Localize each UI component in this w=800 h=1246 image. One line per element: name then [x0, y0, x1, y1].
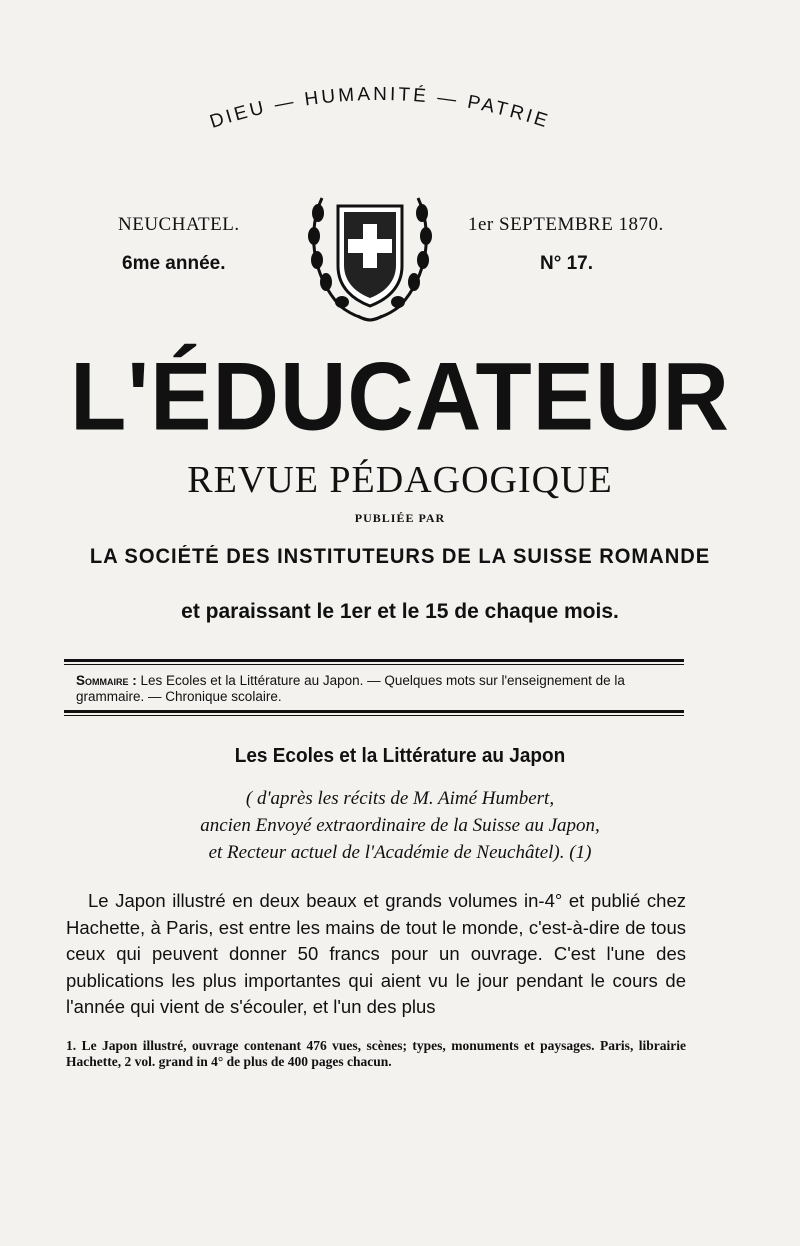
summary-label: Sommaire :: [76, 673, 137, 688]
journal-title: L'ÉDUCATEUR: [70, 343, 730, 451]
svg-text:DIEU — HUMANITÉ — PATRIE: DIEU — HUMANITÉ — PATRIE: [207, 83, 553, 133]
table-of-contents: [76, 673, 686, 705]
article-source-line: ancien Envoyé extraordinaire de la Suisse au Japon,: [200, 815, 600, 836]
article-title: Les Ecoles et la Littérature au Japon: [234, 745, 566, 767]
divider: [64, 710, 684, 713]
published-by: PUBLIÉE PAR: [354, 511, 446, 525]
journal-subtitle: REVUE PÉDAGOGIQUE: [187, 459, 613, 501]
summary-text: Les Ecoles et la Littérature au Japon. — Quelques mots sur l'enseignement de la grammaire. — Chronique scolaire.: [76, 673, 625, 704]
article-source: [60, 785, 740, 866]
divider: [64, 664, 684, 665]
article-paragraph: Le Japon illustré en deux beaux et grands volumes in-4° et publié chez Hachette, à Paris, est entre les mains de tout le monde, c'est-à-dire de tous ceux qui peuvent donner 50 francs pour un ouvrage. C'est l'une des publications les plus importantes qui aient vu le jour pendant le cours de l'année qui vient de s'écouler, et l'un des plus: [66, 890, 686, 1017]
year: 6me année.: [122, 253, 226, 274]
issue-date: 1er SEPTEMBRE 1870.: [468, 214, 664, 235]
publication-frequency: et paraissant le 1er et le 15 de chaque mois.: [181, 600, 619, 623]
city: NEUCHATEL.: [118, 214, 240, 235]
divider: [64, 715, 684, 716]
divider: [64, 659, 684, 662]
swiss-crest-icon: [300, 178, 440, 328]
article-source-line: et Recteur actuel de l'Académie de Neuchâtel). (1): [208, 842, 592, 863]
article-body: [66, 888, 686, 1021]
motto-arc: [170, 78, 590, 148]
footnote: 1. Le Japon illustré, ouvrage contenant 476 vues, scènes; types, monuments et paysages. Paris, librairie Hachette, 2 vol. grand in 4° de plus de 400 pages chacun.: [66, 1038, 686, 1069]
issue-number: N° 17.: [540, 253, 594, 274]
article-source-line: ( d'après les récits de M. Aimé Humbert,: [245, 788, 555, 809]
society-name: LA SOCIÉTÉ DES INSTITUTEURS DE LA SUISSE ROMANDE: [89, 545, 711, 568]
